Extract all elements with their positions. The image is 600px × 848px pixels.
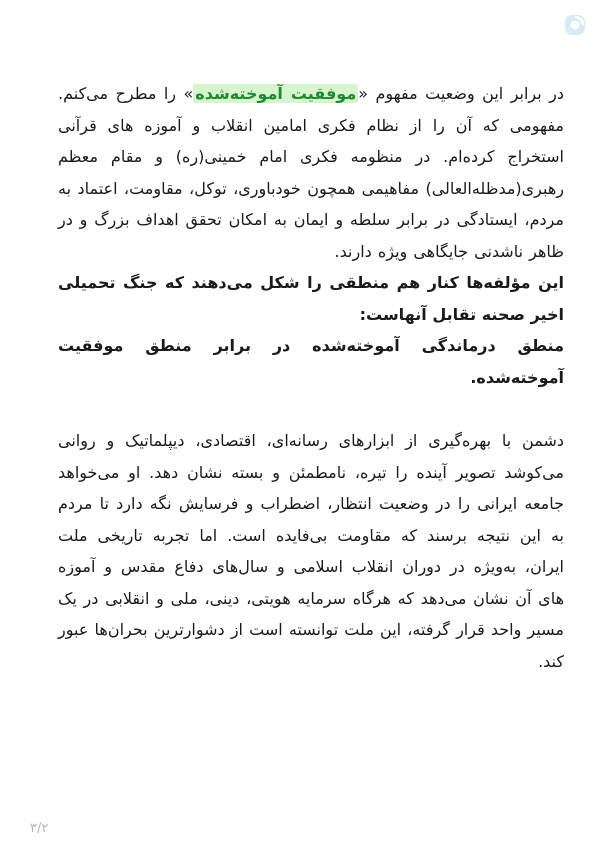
highlighted-term: موفقیت آموخته‌شده [195,84,357,103]
document-body [58,78,564,677]
app-logo-icon [564,14,586,36]
paragraph-intro [58,78,564,267]
bold-statement [58,267,564,393]
intro-text-after: » را مطرح می‌کنم. مفهومی که آن را از نظام فکری امامین انقلاب و آموزه های قرآنی استخراج کرده‌ام. در منظومه فکری امام خمینی(ره) و مقام معظم رهبری(مدظله‌العالی) مفاهیمی همچون خودباوری، توکل، مقاومت، اعتماد به مردم، ایستادگی در برابر سلطه و ایمان به امکان تحقق اهداف بزرگ و در ظاهر ناشدنی جایگاهی ویژه دارند. [58,84,564,261]
paragraph-enemy: دشمن با بهره‌گیری از ابزارهای رسانه‌ای، اقتصادی، دیپلماتیک و روانی می‌کوشد تصویر آینده را تیره، نامطمئن و بسته نشان دهد. او می‌خواهد جامعه ایرانی را در وضعیت انتظار، اضطراب و فرسایش نگه دارد تا مردم به این نتیجه برسند که مقاومت بی‌فایده است. اما تجربه تاریخی ملت ایران، به‌ویژه در دوران انقلاب اسلامی و سال‌های دفاع مقدس و آموزه های آن نشان می‌دهد که هرگاه سرمایه هویتی، دینی، ملی و انقلابی در یک مسیر واحد قرار گرفته، این ملت توانسته است از دشوارترین بحران‌ها عبور کند. [58,431,564,671]
paragraph-gap [58,393,564,425]
intro-text-before: در برابر این وضعیت مفهوم « [358,84,565,103]
bold-statement-line2: منطق درماندگی آموخته‌شده در برابر منطق موفقیت آموخته‌شده. [58,336,564,387]
bold-statement-line1: این مؤلفه‌ها کنار هم منطقی را شکل می‌دهند که جنگ تحمیلی اخیر صحنه تقابل آنهاست: [58,273,564,324]
page-number: ۳/۲ [30,821,49,836]
